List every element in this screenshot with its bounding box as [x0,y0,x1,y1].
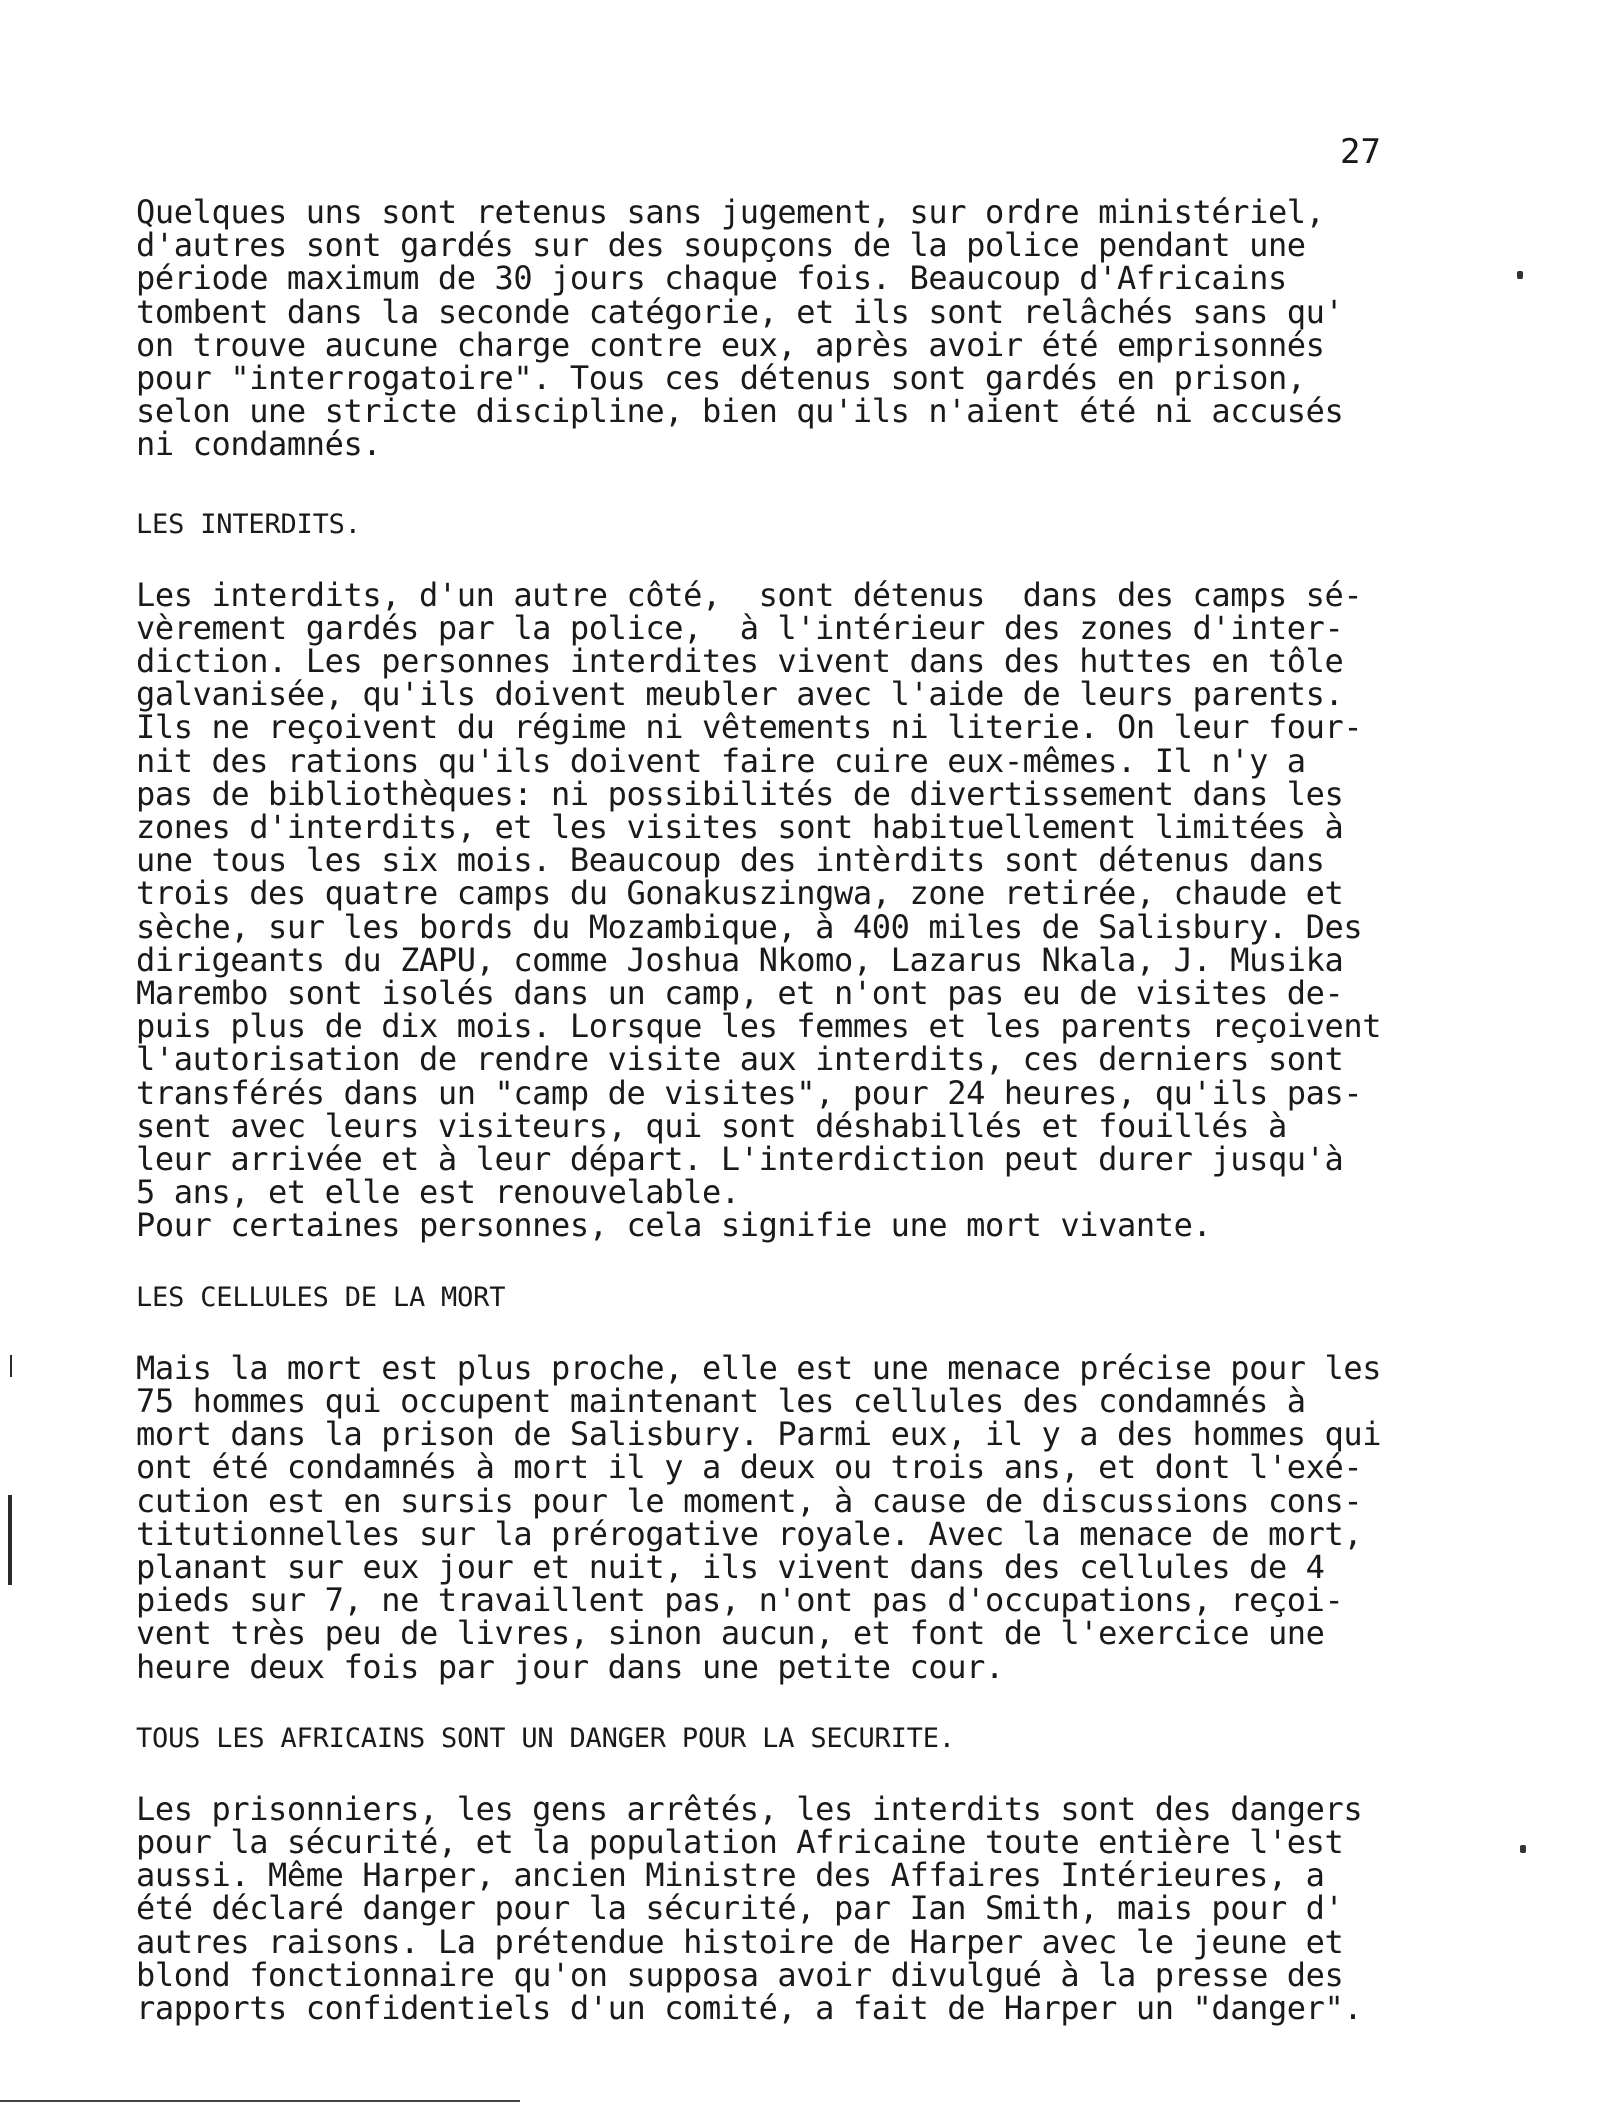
paragraph-detentions [136,193,1476,464]
scan-artifact-bottom-line [0,2100,520,2102]
text-line: pour "interrogatoire". Tous ces détenus sont gardés en prison, [136,359,1306,398]
text-line: période maximum de 30 jours chaque fois. Beaucoup d'Africains [136,259,1287,298]
text-line: pour la sécurité, et la population Africaine toute entière l'est [136,1822,1344,1861]
text-line: dirigeants du ZAPU, comme Joshua Nkomo, Lazarus Nkala, J. Musika [136,940,1344,979]
text-line: puis plus de dix mois. Lorsque les femmes et les parents reçoivent [136,1007,1382,1046]
text-line: pas de bibliothèques: ni possibilités de divertissement dans les [136,774,1344,813]
text-line: selon une stricte discipline, bien qu'ils n'aient été ni accusés [136,392,1344,431]
scan-artifact-left-bar [8,1495,12,1585]
paragraph-cellules [136,1348,1476,1686]
text-line: Les prisonniers, les gens arrêtés, les interdits sont des dangers [136,1789,1363,1828]
text-line: diction. Les personnes interdites vivent dans des huttes en tôle [136,642,1344,681]
text-line: tombent dans la seconde catégorie, et ils sont relâchés sans qu' [136,292,1344,331]
text-line: sent avec leurs visiteurs, qui sont déshabillés et fouillés à [136,1106,1287,1145]
text-line: Quelques uns sont retenus sans jugement, sur ordre ministériel, [136,193,1325,231]
scan-speck [1517,271,1523,279]
text-line: ont été condamnés à mort il y a deux ou trois ans, et dont l'exé- [136,1448,1363,1487]
text-line: vèrement gardés par la police, à l'intérieur des zones d'inter- [136,608,1344,647]
text-line: l'autorisation de rendre visite aux interdits, ces derniers sont [136,1040,1344,1079]
text-line: Marembo sont isolés dans un camp, et n'ont pas eu de visites de- [136,974,1344,1013]
text-line: Les interdits, d'un autre côté, sont détenus dans des camps sé- [136,575,1363,614]
text-line: galvanisée, qu'ils doivent meubler avec l'aide de leurs parents. [136,675,1344,714]
text-line: on trouve aucune charge contre eux, après avoir été emprisonnés [136,325,1325,364]
text-line: transférés dans un "camp de visites", pour 24 heures, qu'ils pas- [136,1073,1363,1112]
scan-artifact-left-tick [10,1355,12,1377]
text-line: sèche, sur les bords du Mozambique, à 400 miles de Salisbury. Des [136,907,1363,946]
page-number: 27 [1340,132,1381,172]
text-line: leur arrivée et à leur départ. L'interdiction peut durer jusqu'à [136,1140,1344,1179]
scan-speck [1520,1845,1526,1853]
section-heading-interdits: LES INTERDITS. [136,508,361,540]
text-line: trois des quatre camps du Gonakuszingwa, zone retirée, chaude et [136,874,1344,913]
text-line: heure deux fois par jour dans une petite cour. [136,1647,1004,1686]
text-line: une tous les six mois. Beaucoup des intèrdits sont détenus dans [136,841,1325,880]
paragraph-interdits [136,575,1476,1245]
text-line: vent très peu de livres, sinon aucun, et font de l'exercice une [136,1614,1325,1653]
text-line: Mais la mort est plus proche, elle est une menace précise pour les [136,1348,1382,1387]
text-line: été déclaré danger pour la sécurité, par Ian Smith, mais pour d' [136,1889,1344,1928]
section-heading-securite: TOUS LES AFRICAINS SONT UN DANGER POUR LA SECURITE. [136,1722,955,1754]
text-line: 75 hommes qui occupent maintenant les cellules des condamnés à [136,1381,1306,1420]
text-line: Ils ne reçoivent du régime ni vêtements ni literie. On leur four- [136,708,1363,747]
paragraph-securite [136,1789,1476,2027]
text-line: pieds sur 7, ne travaillent pas, n'ont pas d'occupations, reçoi- [136,1581,1344,1620]
text-line: d'autres sont gardés sur des soupçons de la police pendant une [136,226,1306,265]
text-line: titutionnelles sur la prérogative royale. Avec la menace de mort, [136,1514,1363,1553]
text-line: Pour certaines personnes, cela signifie une mort vivante. [136,1206,1212,1245]
text-line: blond fonctionnaire qu'on supposa avoir divulgué à la presse des [136,1955,1344,1994]
text-line: ni condamnés. [136,425,382,464]
text-line: zones d'interdits, et les visites sont habituellement limitées à [136,808,1344,847]
text-line: nit des rations qu'ils doivent faire cuire eux-mêmes. Il n'y a [136,741,1306,780]
text-line: planant sur eux jour et nuit, ils vivent dans des cellules de 4 [136,1547,1325,1586]
text-line: cution est en sursis pour le moment, à cause de discussions cons- [136,1481,1363,1520]
section-heading-cellules: LES CELLULES DE LA MORT [136,1281,506,1313]
text-line: mort dans la prison de Salisbury. Parmi eux, il y a des hommes qui [136,1415,1382,1454]
text-line: 5 ans, et elle est renouvelable. [136,1173,740,1212]
text-line: rapports confidentiels d'un comité, a fait de Harper un "danger". [136,1988,1363,2027]
document-body [136,193,1476,2027]
text-line: autres raisons. La prétendue histoire de Harper avec le jeune et [136,1922,1344,1961]
text-line: aussi. Même Harper, ancien Ministre des Affaires Intérieures, a [136,1856,1325,1895]
